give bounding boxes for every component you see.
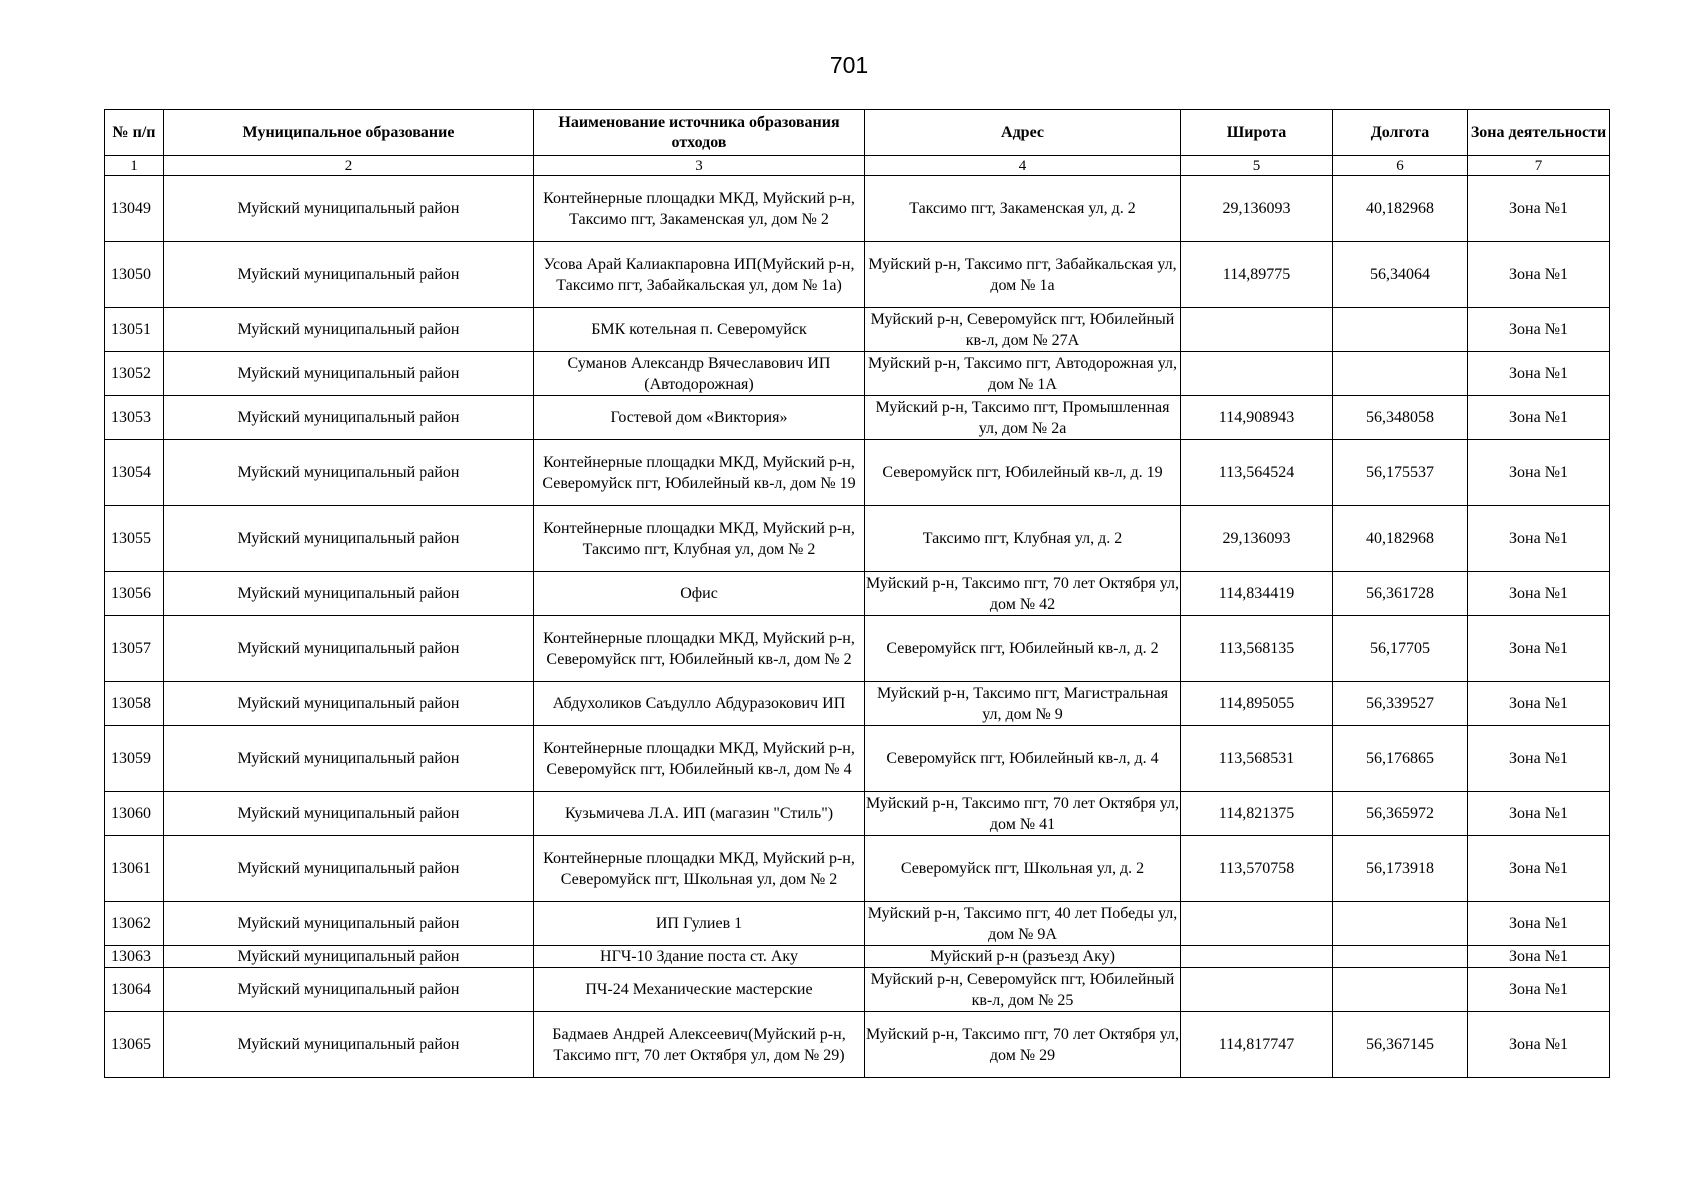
cell-municipality: Муйский муниципальный район <box>164 946 534 968</box>
cell-zone: Зона №1 <box>1468 616 1610 682</box>
cell-longitude: 40,182968 <box>1333 506 1468 572</box>
cell-latitude: 29,136093 <box>1181 176 1333 242</box>
cell-zone: Зона №1 <box>1468 440 1610 506</box>
cell-num: 13056 <box>105 572 164 616</box>
table-header-row <box>105 110 1610 156</box>
cell-longitude <box>1333 308 1468 352</box>
column-index-row <box>105 156 1610 176</box>
table-row <box>105 506 1610 572</box>
cell-longitude: 40,182968 <box>1333 176 1468 242</box>
cell-longitude <box>1333 946 1468 968</box>
cell-municipality: Муйский муниципальный район <box>164 308 534 352</box>
cell-address: Муйский р-н, Таксимо пгт, Забайкальская ул, дом № 1а <box>865 242 1181 308</box>
cell-address: Муйский р-н (разъезд Аку) <box>865 946 1181 968</box>
cell-address: Муйский р-н, Таксимо пгт, 70 лет Октября ул, дом № 29 <box>865 1012 1181 1078</box>
table-row <box>105 792 1610 836</box>
column-index: 2 <box>164 156 534 176</box>
cell-address: Таксимо пгт, Клубная ул, д. 2 <box>865 506 1181 572</box>
table-row <box>105 242 1610 308</box>
cell-longitude: 56,34064 <box>1333 242 1468 308</box>
cell-zone: Зона №1 <box>1468 726 1610 792</box>
header-address: Адрес <box>865 110 1181 156</box>
cell-num: 13052 <box>105 352 164 396</box>
cell-num: 13055 <box>105 506 164 572</box>
cell-address: Северомуйск пгт, Юбилейный кв-л, д. 2 <box>865 616 1181 682</box>
cell-source: Бадмаев Андрей Алексеевич(Муйский р-н, Таксимо пгт, 70 лет Октября ул, дом № 29) <box>534 1012 865 1078</box>
cell-municipality: Муйский муниципальный район <box>164 682 534 726</box>
cell-longitude: 56,367145 <box>1333 1012 1468 1078</box>
cell-latitude: 114,817747 <box>1181 1012 1333 1078</box>
cell-source: Контейнерные площадки МКД, Муйский р-н, Северомуйск пгт, Юбилейный кв-л, дом № 2 <box>534 616 865 682</box>
cell-num: 13049 <box>105 176 164 242</box>
cell-source: НГЧ-10 Здание поста ст. Аку <box>534 946 865 968</box>
cell-source: Усова Арай Калиакпаровна ИП(Муйский р-н, Таксимо пгт, Забайкальская ул, дом № 1а) <box>534 242 865 308</box>
column-index: 1 <box>105 156 164 176</box>
cell-municipality: Муйский муниципальный район <box>164 902 534 946</box>
cell-zone: Зона №1 <box>1468 506 1610 572</box>
cell-latitude <box>1181 308 1333 352</box>
column-index: 7 <box>1468 156 1610 176</box>
cell-address: Муйский р-н, Таксимо пгт, 70 лет Октября ул, дом № 41 <box>865 792 1181 836</box>
table-row <box>105 396 1610 440</box>
cell-source: Суманов Александр Вячеславович ИП (Автодорожная) <box>534 352 865 396</box>
cell-municipality: Муйский муниципальный район <box>164 726 534 792</box>
cell-source: БМК котельная п. Северомуйск <box>534 308 865 352</box>
table-row <box>105 836 1610 902</box>
cell-source: Контейнерные площадки МКД, Муйский р-н, Северомуйск пгт, Школьная ул, дом № 2 <box>534 836 865 902</box>
cell-address: Муйский р-н, Таксимо пгт, 40 лет Победы ул, дом № 9А <box>865 902 1181 946</box>
cell-num: 13050 <box>105 242 164 308</box>
cell-num: 13054 <box>105 440 164 506</box>
cell-municipality: Муйский муниципальный район <box>164 792 534 836</box>
cell-address: Северомуйск пгт, Школьная ул, д. 2 <box>865 836 1181 902</box>
cell-address: Северомуйск пгт, Юбилейный кв-л, д. 19 <box>865 440 1181 506</box>
cell-address: Муйский р-н, Таксимо пгт, Магистральная ул, дом № 9 <box>865 682 1181 726</box>
cell-longitude <box>1333 352 1468 396</box>
cell-source: Контейнерные площадки МКД, Муйский р-н, Таксимо пгт, Закаменская ул, дом № 2 <box>534 176 865 242</box>
table-row <box>105 726 1610 792</box>
cell-num: 13059 <box>105 726 164 792</box>
cell-longitude: 56,339527 <box>1333 682 1468 726</box>
cell-latitude: 113,570758 <box>1181 836 1333 902</box>
cell-num: 13063 <box>105 946 164 968</box>
cell-num: 13061 <box>105 836 164 902</box>
table-row <box>105 946 1610 968</box>
cell-address: Муйский р-н, Таксимо пгт, Промышленная ул, дом № 2а <box>865 396 1181 440</box>
cell-latitude <box>1181 946 1333 968</box>
cell-num: 13064 <box>105 968 164 1012</box>
header-source: Наименование источника образования отходов <box>534 110 865 156</box>
cell-longitude: 56,175537 <box>1333 440 1468 506</box>
cell-zone: Зона №1 <box>1468 968 1610 1012</box>
cell-zone: Зона №1 <box>1468 946 1610 968</box>
header-num: № п/п <box>105 110 164 156</box>
column-index: 6 <box>1333 156 1468 176</box>
cell-latitude: 113,568135 <box>1181 616 1333 682</box>
cell-zone: Зона №1 <box>1468 836 1610 902</box>
cell-zone: Зона №1 <box>1468 396 1610 440</box>
column-index: 5 <box>1181 156 1333 176</box>
column-index: 3 <box>534 156 865 176</box>
table-row <box>105 682 1610 726</box>
cell-longitude: 56,173918 <box>1333 836 1468 902</box>
cell-address: Таксимо пгт, Закаменская ул, д. 2 <box>865 176 1181 242</box>
cell-source: Офис <box>534 572 865 616</box>
table-row <box>105 1012 1610 1078</box>
cell-zone: Зона №1 <box>1468 572 1610 616</box>
cell-source: Контейнерные площадки МКД, Муйский р-н, Северомуйск пгт, Юбилейный кв-л, дом № 19 <box>534 440 865 506</box>
table-row <box>105 572 1610 616</box>
cell-num: 13057 <box>105 616 164 682</box>
cell-municipality: Муйский муниципальный район <box>164 572 534 616</box>
cell-longitude: 56,176865 <box>1333 726 1468 792</box>
table-row <box>105 308 1610 352</box>
cell-source: Кузьмичева Л.А. ИП (магазин "Стиль") <box>534 792 865 836</box>
cell-latitude: 114,834419 <box>1181 572 1333 616</box>
cell-municipality: Муйский муниципальный район <box>164 396 534 440</box>
cell-longitude <box>1333 968 1468 1012</box>
cell-municipality: Муйский муниципальный район <box>164 506 534 572</box>
cell-longitude: 56,365972 <box>1333 792 1468 836</box>
cell-zone: Зона №1 <box>1468 308 1610 352</box>
cell-source: Контейнерные площадки МКД, Муйский р-н, Таксимо пгт, Клубная ул, дом № 2 <box>534 506 865 572</box>
cell-latitude: 113,568531 <box>1181 726 1333 792</box>
table-row <box>105 352 1610 396</box>
cell-latitude: 114,908943 <box>1181 396 1333 440</box>
table-row <box>105 440 1610 506</box>
table-row <box>105 616 1610 682</box>
cell-source: Контейнерные площадки МКД, Муйский р-н, Северомуйск пгт, Юбилейный кв-л, дом № 4 <box>534 726 865 792</box>
cell-num: 13058 <box>105 682 164 726</box>
cell-zone: Зона №1 <box>1468 682 1610 726</box>
cell-latitude <box>1181 352 1333 396</box>
waste-sources-table <box>104 109 1610 1078</box>
cell-latitude <box>1181 902 1333 946</box>
cell-municipality: Муйский муниципальный район <box>164 176 534 242</box>
cell-latitude: 114,895055 <box>1181 682 1333 726</box>
cell-longitude: 56,348058 <box>1333 396 1468 440</box>
cell-source: Абдухоликов Саъдулло Абдуразокович ИП <box>534 682 865 726</box>
cell-zone: Зона №1 <box>1468 352 1610 396</box>
cell-municipality: Муйский муниципальный район <box>164 440 534 506</box>
cell-municipality: Муйский муниципальный район <box>164 836 534 902</box>
cell-latitude: 114,89775 <box>1181 242 1333 308</box>
header-municipality: Муниципальное образование <box>164 110 534 156</box>
header-zone: Зона деятельности <box>1468 110 1610 156</box>
cell-num: 13065 <box>105 1012 164 1078</box>
cell-latitude <box>1181 968 1333 1012</box>
cell-municipality: Муйский муниципальный район <box>164 616 534 682</box>
column-index: 4 <box>865 156 1181 176</box>
cell-address: Муйский р-н, Северомуйск пгт, Юбилейный кв-л, дом № 27А <box>865 308 1181 352</box>
cell-zone: Зона №1 <box>1468 792 1610 836</box>
cell-address: Муйский р-н, Северомуйск пгт, Юбилейный кв-л, дом № 25 <box>865 968 1181 1012</box>
cell-source: ПЧ-24 Механические мастерские <box>534 968 865 1012</box>
table-row <box>105 968 1610 1012</box>
cell-municipality: Муйский муниципальный район <box>164 968 534 1012</box>
cell-address: Муйский р-н, Таксимо пгт, 70 лет Октября ул, дом № 42 <box>865 572 1181 616</box>
cell-municipality: Муйский муниципальный район <box>164 352 534 396</box>
cell-zone: Зона №1 <box>1468 1012 1610 1078</box>
cell-municipality: Муйский муниципальный район <box>164 1012 534 1078</box>
cell-zone: Зона №1 <box>1468 902 1610 946</box>
cell-longitude <box>1333 902 1468 946</box>
table-row <box>105 902 1610 946</box>
cell-source: ИП Гулиев 1 <box>534 902 865 946</box>
cell-num: 13051 <box>105 308 164 352</box>
cell-address: Северомуйск пгт, Юбилейный кв-л, д. 4 <box>865 726 1181 792</box>
cell-address: Муйский р-н, Таксимо пгт, Автодорожная ул, дом № 1А <box>865 352 1181 396</box>
cell-latitude: 114,821375 <box>1181 792 1333 836</box>
table-body <box>105 176 1610 1078</box>
cell-num: 13060 <box>105 792 164 836</box>
cell-num: 13062 <box>105 902 164 946</box>
table-row <box>105 176 1610 242</box>
cell-municipality: Муйский муниципальный район <box>164 242 534 308</box>
cell-latitude: 29,136093 <box>1181 506 1333 572</box>
cell-zone: Зона №1 <box>1468 176 1610 242</box>
cell-latitude: 113,564524 <box>1181 440 1333 506</box>
cell-longitude: 56,361728 <box>1333 572 1468 616</box>
header-latitude: Широта <box>1181 110 1333 156</box>
cell-num: 13053 <box>105 396 164 440</box>
header-longitude: Долгота <box>1333 110 1468 156</box>
cell-longitude: 56,17705 <box>1333 616 1468 682</box>
page-number: 701 <box>829 52 869 78</box>
cell-source: Гостевой дом «Виктория» <box>534 396 865 440</box>
cell-zone: Зона №1 <box>1468 242 1610 308</box>
